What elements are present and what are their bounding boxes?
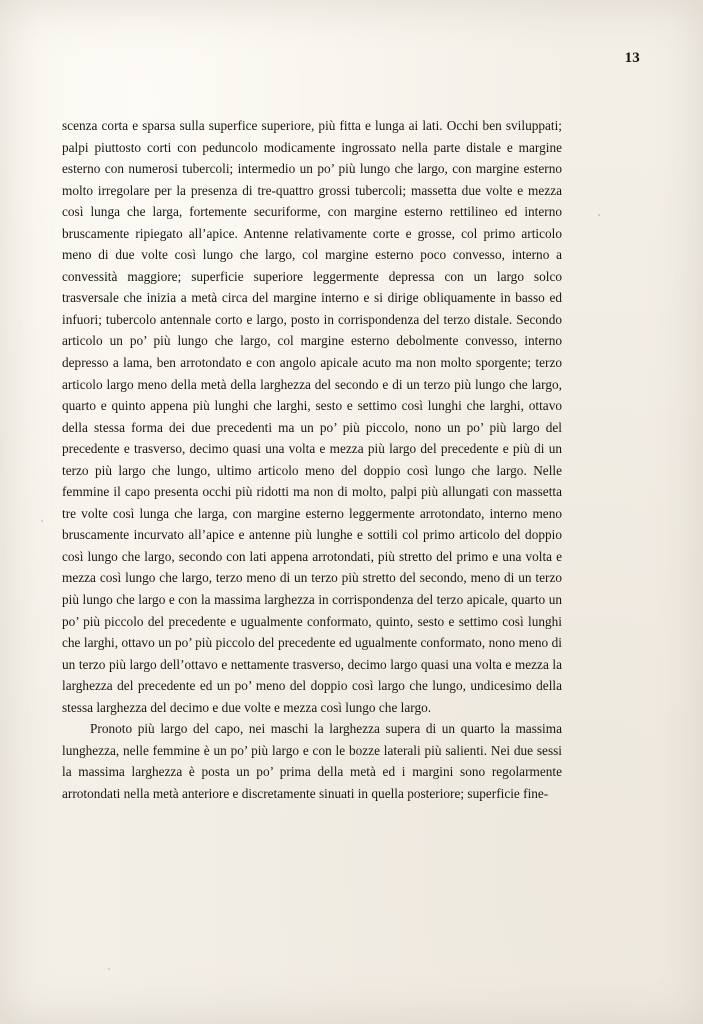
page-number: 13: [624, 50, 640, 66]
body-text: [62, 115, 562, 805]
paragraph: scenza corta e sparsa sulla superfice superiore, più fitta e lunga ai lati. Occhi ben sviluppati; palpi piuttosto corti con peduncolo modicamente ingrossato nella parte distale e margine esterno con numerosi tubercoli; intermedio un po’ più lungo che largo, con margine esterno molto irregolare per la presenza di tre-quattro grossi tubercoli; massetta due volte e mezza così lunga che larga, fortemente securiforme, con margine esterno rettilineo ed interno bruscamente ripiegato all’apice. Antenne relativamente corte e grosse, col primo articolo meno di due volte così lungo che largo, col margine esterno poco convesso, interno a convessità maggiore; superficie superiore leggermente depressa con un largo solco trasversale che inizia a metà circa del margine interno e si dirige obliquamente in basso ed infuori; tubercolo antennale corto e largo, posto in corrispondenza del terzo distale. Secondo articolo un po’ più lungo che largo, col margine esterno debolmente convesso, interno depresso a lama, ben arrotondato e con angolo apicale acuto ma non molto sporgente; terzo articolo largo meno della metà della larghezza del secondo e di un terzo più lungo che largo, quarto e quinto appena più lunghi che larghi, sesto e settimo così lunghi che larghi, ottavo della stessa forma dei due precedenti ma un po’ più piccolo, nono un po’ più largo del precedente e trasverso, decimo quasi una volta e mezza più largo del precedente e più di un terzo più largo che lungo, ultimo articolo meno del doppio così lungo che largo. Nelle femmine il capo presenta occhi più ridotti ma non di molto, palpi più allungati con massetta tre volte così lunga che larga, con margine esterno leggermente arrotondato, interno meno bruscamente incurvato all’apice e antenne più lunghe e sottili col primo articolo del doppio così lungo che largo, secondo con lati appena arrotondati, più stretto del primo e una volta e mezza così lungo che largo, terzo meno di un terzo più stretto del secondo, meno di un terzo più lungo che largo e con la massima larghezza in corrispondenza del terzo apicale, quarto un po’ più piccolo del precedente e ugualmente conformato, quinto, sesto e settimo così lunghi che larghi, ottavo un po’ più piccolo del precedente ed ugualmente conformato, nono meno di un terzo più largo dell’ottavo e nettamente trasverso, decimo largo quasi una volta e mezza la larghezza del precedente ed un po’ meno del doppio così largo che lungo, undicesimo della stessa larghezza del decimo e due volte e mezza così lungo che largo.: [62, 118, 562, 715]
paragraph: Pronoto più largo del capo, nei maschi la larghezza supera di un quarto la massima lunghezza, nelle femmine è un po’ più largo e con le bozze laterali più salienti. Nei due sessi la massima larghezza è posta un po’ prima della metà ed i margini sono regolarmente arrotondati nella metà anteriore e discretamente sinuati in quella posteriore; superficie fine-: [62, 721, 562, 801]
paper-speck: [598, 214, 600, 216]
paper-speck: [41, 520, 43, 522]
paper-speck: [108, 968, 110, 970]
